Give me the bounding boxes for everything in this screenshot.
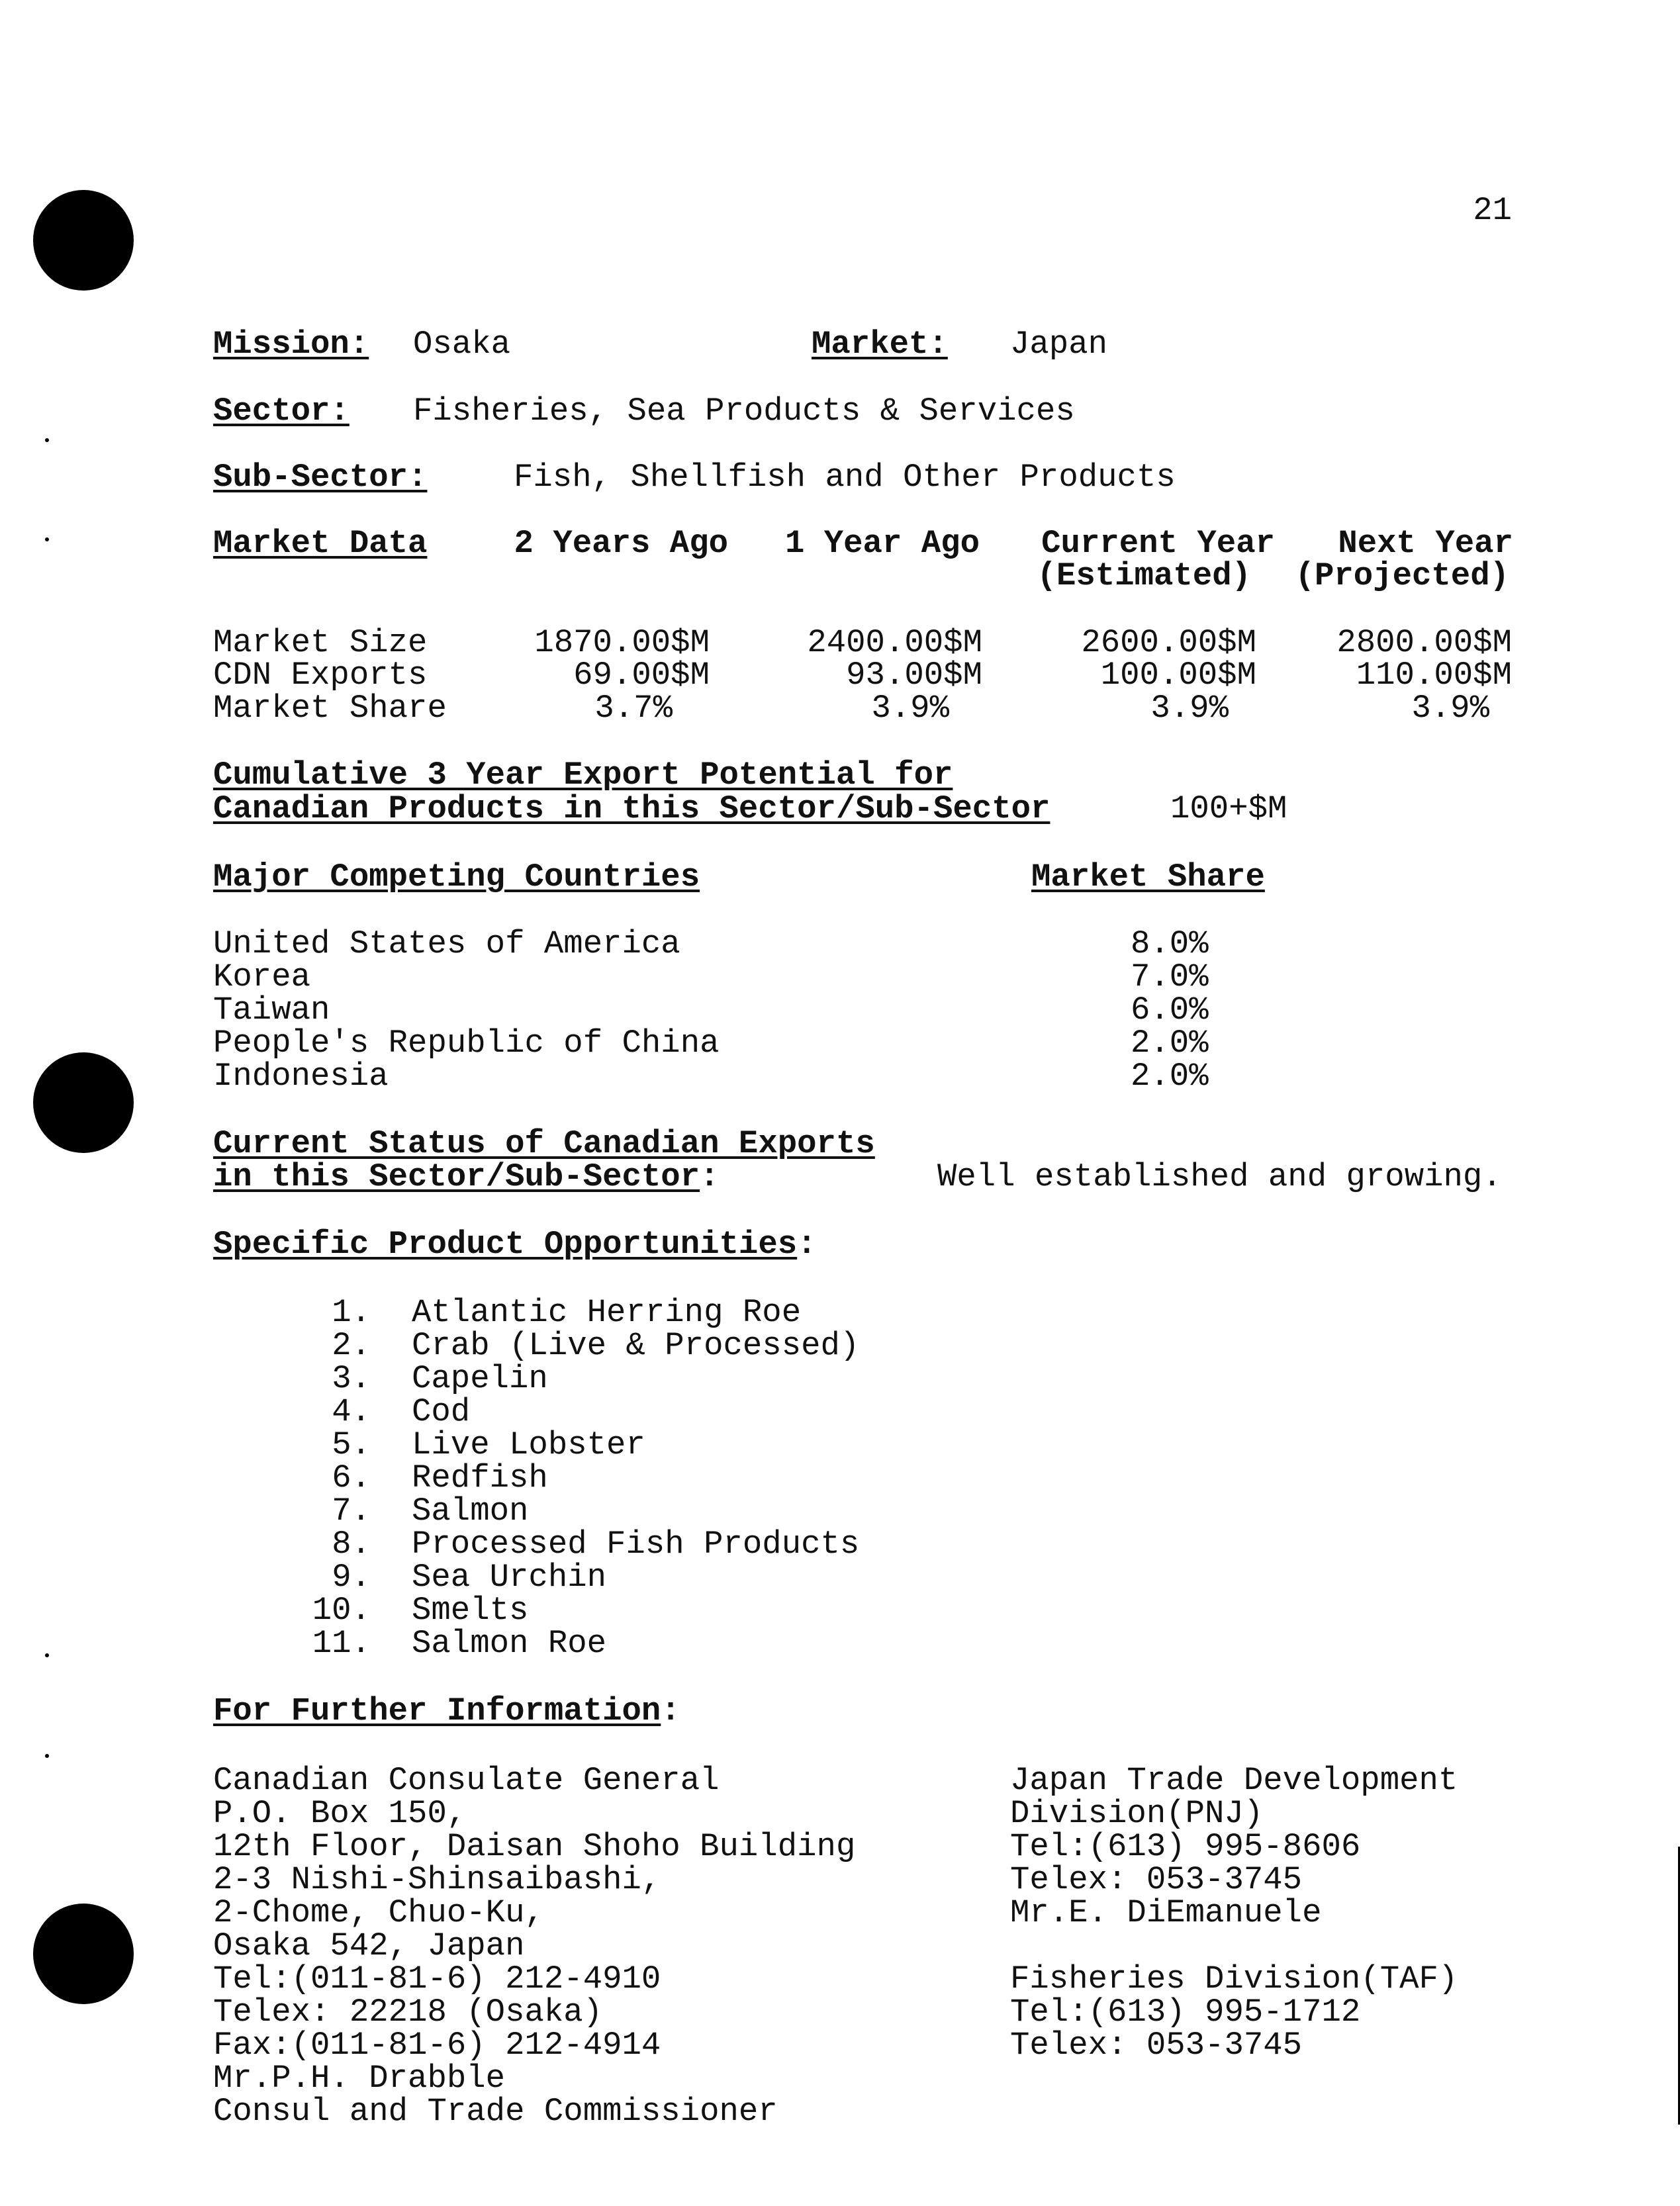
- item-number: 10.: [312, 1592, 371, 1629]
- mission-label: Mission:: [213, 326, 369, 363]
- further-info-heading: [213, 1692, 680, 1729]
- item-text: Redfish: [412, 1459, 548, 1496]
- item-text: Cod: [412, 1393, 471, 1430]
- sector-label: Sector:: [213, 392, 350, 430]
- contact-line: Japan Trade Development: [1010, 1762, 1458, 1799]
- competitor-share: 7.0%: [1131, 958, 1209, 995]
- item-number: 1.: [332, 1294, 371, 1331]
- contact-line: Telex: 053-3745: [1010, 2027, 1303, 2064]
- item-text: Capelin: [412, 1360, 548, 1397]
- column-header-next-year-sub: (Projected): [1295, 557, 1509, 594]
- table-cell: 2800.00$M: [1336, 624, 1512, 661]
- scan-speck: [45, 438, 49, 442]
- punch-hole-middle: [33, 1052, 134, 1153]
- current-status-heading-line1: Current Status of Canadian Exports: [213, 1125, 875, 1162]
- current-status-heading-line2: [213, 1158, 720, 1195]
- item-text: Atlantic Herring Roe: [412, 1294, 802, 1331]
- row-label: CDN Exports: [213, 657, 428, 694]
- table-cell: 100.00$M: [1100, 657, 1256, 694]
- opportunities-colon: :: [797, 1226, 817, 1263]
- table-cell: 2600.00$M: [1081, 624, 1256, 661]
- contact-line: Canadian Consulate General: [213, 1762, 720, 1799]
- table-cell: 3.9%: [871, 690, 949, 727]
- contact-line: 2-3 Nishi-Shinsaibashi,: [213, 1861, 661, 1898]
- item-text: Live Lobster: [412, 1426, 645, 1463]
- item-number: 3.: [332, 1360, 371, 1397]
- item-text: Salmon: [412, 1493, 529, 1530]
- contact-line: Telex: 053-3745: [1010, 1861, 1303, 1898]
- competitor-country: Indonesia: [213, 1058, 389, 1095]
- column-header-1-year-ago: 1 Year Ago: [784, 525, 980, 562]
- contact-line: Tel:(613) 995-1712: [1010, 1994, 1361, 2031]
- column-header-2-years-ago: 2 Years Ago: [514, 525, 728, 562]
- contact-line: Telex: 22218 (Osaka): [213, 1994, 603, 2031]
- competitor-country: United States of America: [213, 925, 680, 962]
- item-number: 6.: [332, 1459, 371, 1496]
- contact-line: Division(PNJ): [1010, 1795, 1264, 1832]
- competitor-country: Taiwan: [213, 991, 330, 1029]
- contact-line: Mr.P.H. Drabble: [213, 2060, 506, 2097]
- competitors-heading: Major Competing Countries: [213, 858, 700, 896]
- competitor-share: 6.0%: [1131, 991, 1209, 1029]
- column-header-current-year-sub: (Estimated): [1037, 557, 1251, 594]
- further-info-colon: :: [661, 1692, 680, 1729]
- contact-line: Fax:(011-81-6) 212-4914: [213, 2027, 661, 2064]
- current-status-heading-line2-text: in this Sector/Sub-Sector: [213, 1158, 700, 1195]
- scan-speck: [45, 1754, 49, 1758]
- contact-line: Tel:(011-81-6) 212-4910: [213, 1960, 661, 1998]
- table-cell: 3.9%: [1411, 690, 1489, 727]
- contact-line: Fisheries Division(TAF): [1010, 1960, 1458, 1998]
- column-header-current-year: Current Year: [1041, 525, 1275, 562]
- item-text: Salmon Roe: [412, 1625, 607, 1662]
- export-potential-value: 100+$M: [1170, 790, 1287, 827]
- item-number: 7.: [332, 1493, 371, 1530]
- scan-speck: [45, 1653, 49, 1657]
- competitor-country: People's Republic of China: [213, 1025, 720, 1062]
- item-number: 2.: [332, 1327, 371, 1364]
- current-status-colon: :: [700, 1158, 720, 1195]
- item-number: 4.: [332, 1393, 371, 1430]
- row-label: Market Size: [213, 624, 428, 661]
- contact-line: Mr.E. DiEmanuele: [1010, 1894, 1322, 1931]
- column-header-next-year: Next Year: [1338, 525, 1513, 562]
- competitor-country: Korea: [213, 958, 311, 995]
- contact-line: 12th Floor, Daisan Shoho Building: [213, 1828, 856, 1865]
- table-cell: 3.9%: [1150, 690, 1229, 727]
- item-text: Crab (Live & Processed): [412, 1327, 860, 1364]
- further-info-heading-text: For Further Information: [213, 1692, 661, 1729]
- export-potential-heading-line1: Cumulative 3 Year Export Potential for: [213, 757, 953, 794]
- competitors-share-heading: Market Share: [1031, 858, 1265, 896]
- punch-hole-top: [33, 190, 134, 291]
- market-value: Japan: [1010, 326, 1108, 363]
- table-cell: 69.00$M: [573, 657, 710, 694]
- market-label: Market:: [812, 326, 948, 363]
- item-number: 11.: [312, 1625, 371, 1662]
- table-cell: 110.00$M: [1356, 657, 1512, 694]
- subsector-label: Sub-Sector:: [213, 459, 428, 496]
- table-cell: 1870.00$M: [534, 624, 710, 661]
- item-text: Sea Urchin: [412, 1559, 607, 1596]
- sector-value: Fisheries, Sea Products & Services: [413, 392, 1075, 430]
- table-cell: 3.7%: [594, 690, 673, 727]
- item-text: Processed Fish Products: [412, 1526, 860, 1563]
- contact-line: Consul and Trade Commissioner: [213, 2093, 778, 2130]
- market-data-label: Market Data: [213, 525, 428, 562]
- contact-line: Osaka 542, Japan: [213, 1927, 525, 1964]
- scan-speck: [45, 537, 49, 541]
- item-text: Smelts: [412, 1592, 529, 1629]
- competitor-share: 2.0%: [1131, 1058, 1209, 1095]
- mission-value: Osaka: [413, 326, 511, 363]
- current-status-value: Well established and growing.: [937, 1158, 1502, 1195]
- table-cell: 2400.00$M: [807, 624, 982, 661]
- page-number: 21: [1473, 192, 1512, 229]
- contact-line: Tel:(613) 995-8606: [1010, 1828, 1361, 1865]
- punch-hole-bottom: [33, 1904, 134, 2004]
- item-number: 8.: [332, 1526, 371, 1563]
- export-potential-heading-line2: Canadian Products in this Sector/Sub-Sector: [213, 790, 1050, 827]
- opportunities-heading-text: Specific Product Opportunities: [213, 1226, 798, 1263]
- opportunities-heading: [213, 1226, 817, 1263]
- competitor-share: 8.0%: [1131, 925, 1209, 962]
- contact-line: P.O. Box 150,: [213, 1795, 467, 1832]
- competitor-share: 2.0%: [1131, 1025, 1209, 1062]
- item-number: 5.: [332, 1426, 371, 1463]
- contact-line: 2-Chome, Chuo-Ku,: [213, 1894, 544, 1931]
- table-cell: 93.00$M: [846, 657, 982, 694]
- row-label: Market Share: [213, 690, 447, 727]
- subsector-value: Fish, Shellfish and Other Products: [514, 459, 1176, 496]
- item-number: 9.: [332, 1559, 371, 1596]
